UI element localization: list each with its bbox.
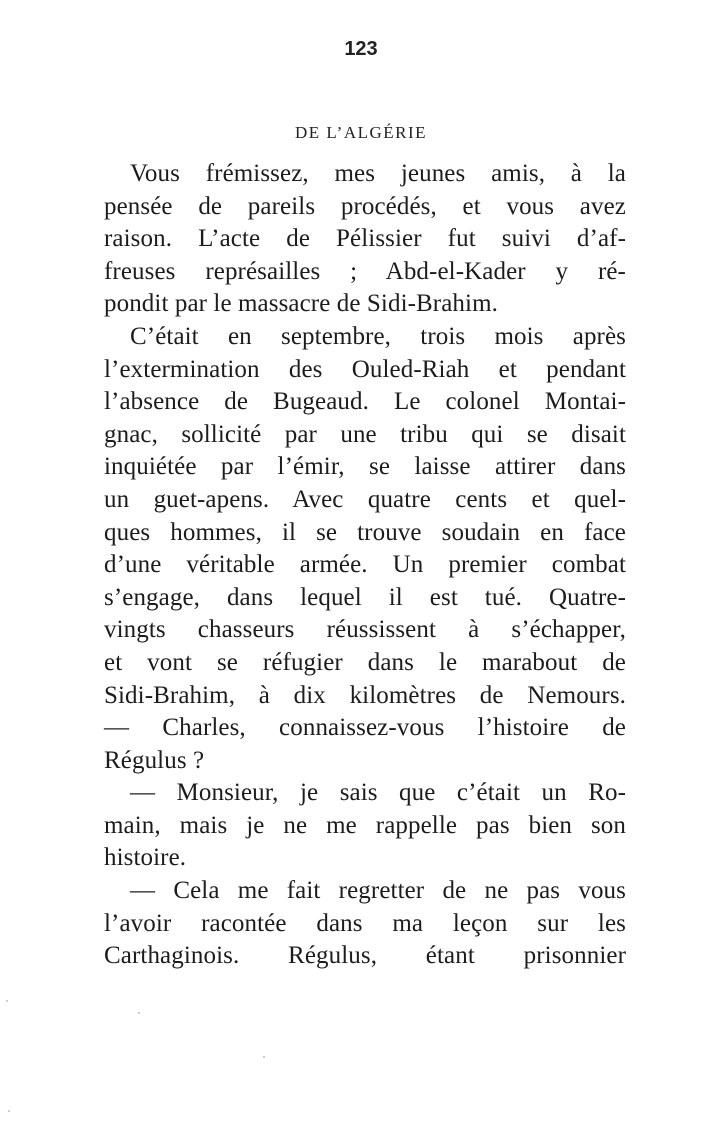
text-line: inquiétée par l’émir, se laisse attirer dans bbox=[104, 453, 626, 481]
text-line: histoire. bbox=[104, 844, 187, 872]
text-line: freuses représailles ; Abd-el-Kader y ré- bbox=[104, 257, 626, 285]
text-line: pondit par le massacre de Sidi-Brahim. bbox=[104, 290, 498, 318]
text-line: main, mais je ne me rappelle pas bien son bbox=[104, 811, 626, 839]
text-line: — Charles, connaissez-vous l’histoire de bbox=[104, 714, 626, 742]
text-line: gnac, sollicité par une tribu qui se disait bbox=[104, 420, 626, 448]
text-line: — Monsieur, je sais que c’était un Ro- bbox=[130, 779, 626, 807]
text-line: raison. L’acte de Pélissier fut suivi d’af- bbox=[104, 225, 626, 253]
text-line: l’extermination des Ouled-Riah et pendant bbox=[104, 355, 626, 383]
text-line: pensée de pareils procédés, et vous avez bbox=[104, 192, 626, 220]
text-line: Vous frémissez, mes jeunes amis, à la bbox=[130, 160, 626, 187]
text-line: Sidi-Brahim, à dix kilomètres de Nemours. bbox=[104, 681, 626, 709]
text-line: l’avoir racontée dans ma leçon sur les bbox=[104, 909, 626, 937]
page-number: 123 bbox=[344, 38, 378, 60]
text-line: l’absence de Bugeaud. Le colonel Montai- bbox=[104, 388, 626, 416]
text-line: vingts chasseurs réussissent à s’échapper, bbox=[104, 616, 626, 644]
text-line: ques hommes, il se trouve soudain en face bbox=[104, 518, 626, 546]
text-line: et vont se réfugier dans le marabout de bbox=[104, 648, 626, 676]
text-line: d’une véritable armée. Un premier combat bbox=[104, 551, 626, 579]
body-text bbox=[104, 158, 626, 973]
text-line: un guet-apens. Avec quatre cents et quel- bbox=[104, 485, 626, 513]
running-head: DE L’ALGÉRIE bbox=[294, 123, 428, 142]
text-line: C’était en septembre, trois mois après bbox=[130, 322, 626, 350]
text-line: Carthaginois. Régulus, étant prisonnier bbox=[104, 942, 626, 970]
text-line: Régulus ? bbox=[104, 746, 205, 774]
text-line: — Cela me fait regretter de ne pas vous bbox=[130, 877, 626, 905]
text-line: s’engage, dans lequel il est tué. Quatre- bbox=[104, 583, 626, 611]
